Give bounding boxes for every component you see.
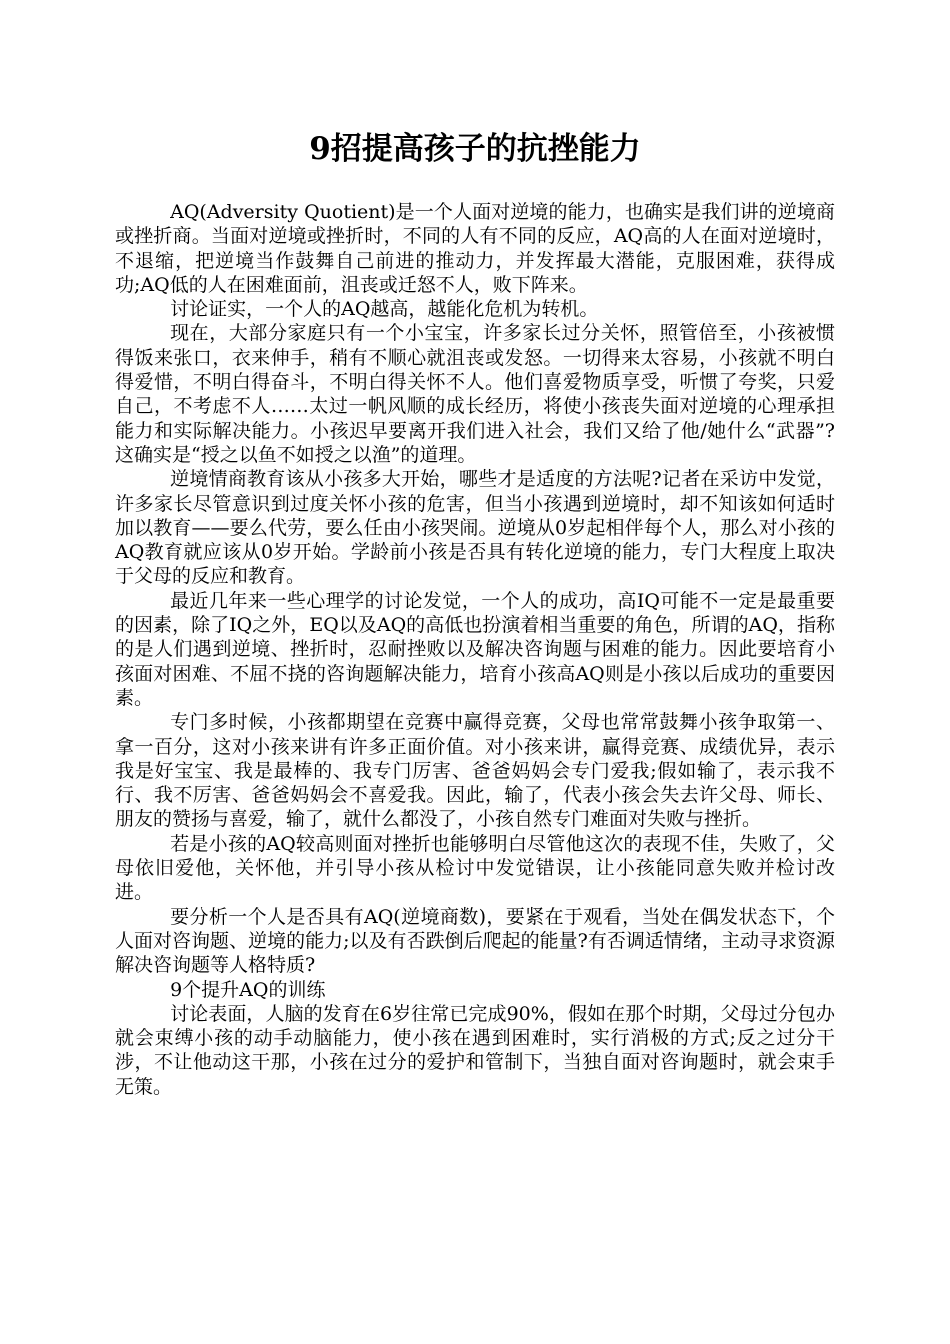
paragraph-aq-analysis: 要分析一个人是否具有AQ(逆境商数)，要紧在于观看，当处在偶发状态下，个人面对咨询题、逆境的能力;以及有否跌倒后爬起的能量?有否调适情绪，主动寻求资源解决咨询题等人格特质? xyxy=(115,905,835,977)
paragraph-brain-development: 讨论表面，人脑的发育在6岁往常已完成90%，假如在那个时期，父母过分包办就会束缚小孩的动手动脑能力，使小孩在遇到困难时，实行消极的方式;反之过分干涉，不让他动这干那，小孩在过分的爱护和管制下，当独自面对咨询题时，就会束手无策。 xyxy=(115,1002,835,1098)
paragraph-family-situation: 现在，大部分家庭只有一个小宝宝，许多家长过分关怀，照管倍至，小孩被惯得饭来张口，衣来伸手，稍有不顺心就沮丧或发怒。一切得来太容易，小孩就不明白得爱惜，不明白得奋斗，不明白得关怀不人。他们喜爱物质享受，听惯了夸奖，只爱自己，不考虑不人……太过一帆风顺的成长经历，将使小孩丧失面对逆境的心理承担能力和实际解决能力。小孩迟早要离开我们进入社会，我们又给了他/她什么“武器”?这确实是“授之以鱼不如授之以渔”的道理。 xyxy=(115,322,835,466)
section-heading-training: 9个提升AQ的训练 xyxy=(170,978,326,1001)
paragraph-research-note: 讨论证实，一个人的AQ越高，越能化危机为转机。 xyxy=(170,298,599,321)
paragraph-intro: AQ(Adversity Quotient)是一个人面对逆境的能力，也确实是我们讲的逆境商或挫折商。当面对逆境或挫折时，不同的人有不同的反应，AQ高的人在面对逆境时，不退缩，把逆境当作鼓舞自己前进的推动力，并发挥最大潜能，克服困难，获得成功;AQ低的人在困难面前，沮丧或迁怒不人，败下阵来。 xyxy=(115,201,835,296)
paragraph-high-aq: 若是小孩的AQ较高则面对挫折也能够明白尽管他这次的表现不佳，失败了，父母依旧爱他，关怀他，并引导小孩从检讨中发觉错误，让小孩能同意失败并检讨改进。 xyxy=(115,832,835,904)
paragraph-iq-eq-aq: 最近几年来一些心理学的讨论发觉，一个人的成功，高IQ可能不一定是最重要的因素，除了IQ之外，EQ以及AQ的高低也扮演着相当重要的角色，所谓的AQ，指称的是人们遇到逆境、挫折时，忍耐挫败以及解决咨询题与困难的能力。因此要培育小孩面对困难、不屈不挠的咨询题解决能力，培育小孩高AQ则是小孩以后成功的重要因素。 xyxy=(115,589,835,709)
document-body xyxy=(115,200,835,1099)
paragraph-competition: 专门多时候，小孩都期望在竞赛中赢得竞赛，父母也常常鼓舞小孩争取第一、拿一百分，这对小孩来讲有许多正面价值。对小孩来讲，赢得竞赛、成绩优异，表示我是好宝宝、我是最棒的、我专门厉害、爸爸妈妈会专门爱我;假如输了，表示我不行、我不厉害、爸爸妈妈会不喜爱我。因此，输了，代表小孩会失去许父母、师长、朋友的赞扬与喜爱，输了，就什么都没了，小孩自然专门难面对失败与挫折。 xyxy=(115,711,835,831)
document-title: 9招提高孩子的抗挫能力 xyxy=(309,131,641,167)
paragraph-education-age: 逆境情商教育该从小孩多大开始，哪些才是适度的方法呢?记者在采访中发觉，许多家长尽管意识到过度关怀小孩的危害，但当小孩遇到逆境时，却不知该如何适时加以教育——要么代劳，要么任由小孩哭闹。逆境从0岁起相伴每个人，那么对小孩的AQ教育就应该从0岁开始。学龄前小孩是否具有转化逆境的能力，专门大程度上取决于父母的反应和教育。 xyxy=(115,468,835,588)
